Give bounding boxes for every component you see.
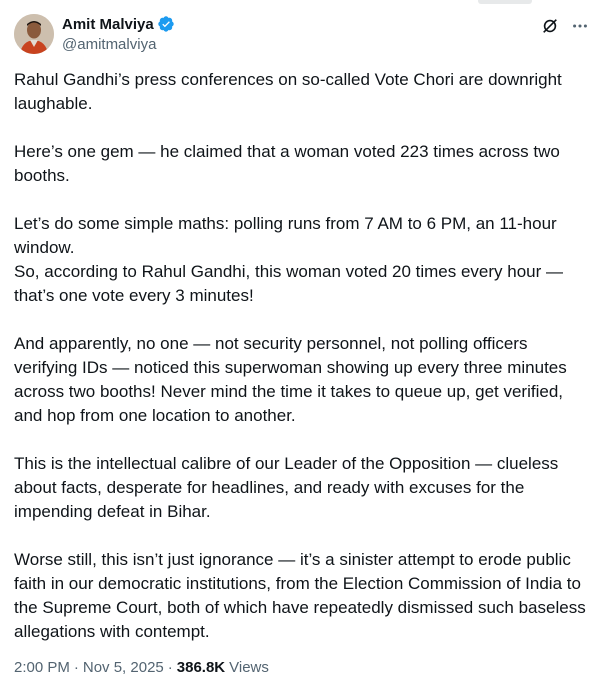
tweet-meta — [14, 659, 269, 676]
author-names — [62, 14, 175, 53]
tweet-paragraph: And apparently, no one — not security personnel, not polling officers verifying IDs — noticed this superwoman showing up every three minutes across two booths! Never mind the time it takes to queue up, get verified, and hop from one location to another. — [14, 334, 567, 425]
top-divider — [478, 0, 532, 4]
author-display-name[interactable]: Amit Malviya — [62, 15, 154, 33]
views-count: 386.8K — [176, 659, 226, 676]
avatar[interactable] — [14, 14, 54, 54]
meta-separator: · — [167, 659, 173, 676]
tweet-date[interactable]: Nov 5, 2025 — [82, 659, 164, 676]
views-label: Views — [229, 659, 269, 676]
tweet-paragraph: This is the intellectual calibre of our Leader of the Opposition — clueless about facts, desperate for headlines, and ready with excuses for the impending defeat in Bihar. — [14, 454, 559, 521]
tweet-paragraph: Here’s one gem — he claimed that a woman voted 223 times across two booths. — [14, 142, 560, 185]
header-actions — [540, 16, 590, 36]
more-icon[interactable] — [570, 16, 590, 36]
verified-badge-icon — [157, 15, 175, 33]
tweet-time[interactable]: 2:00 PM — [14, 659, 70, 676]
tweet-text — [14, 68, 594, 644]
grok-icon[interactable] — [540, 16, 560, 36]
tweet-header — [14, 12, 590, 60]
meta-separator: · — [73, 659, 79, 676]
tweet-paragraph: Rahul Gandhi’s press conferences on so-called Vote Chori are downright laughable. — [14, 70, 562, 113]
author-handle[interactable]: @amitmalviya — [62, 36, 157, 53]
tweet-paragraph: Let’s do some simple maths: polling runs from 7 AM to 6 PM, an 11-hour window. So, according to Rahul Gandhi, this woman voted 20 times every hour — that’s one vote every 3 minutes! — [14, 214, 564, 305]
tweet-paragraph: Worse still, this isn’t just ignorance — it’s a sinister attempt to erode public faith in our democratic institutions, from the Election Commission of India to the Supreme Court, both of which have repeatedly dismissed such baseless allegations with contempt. — [14, 550, 586, 641]
